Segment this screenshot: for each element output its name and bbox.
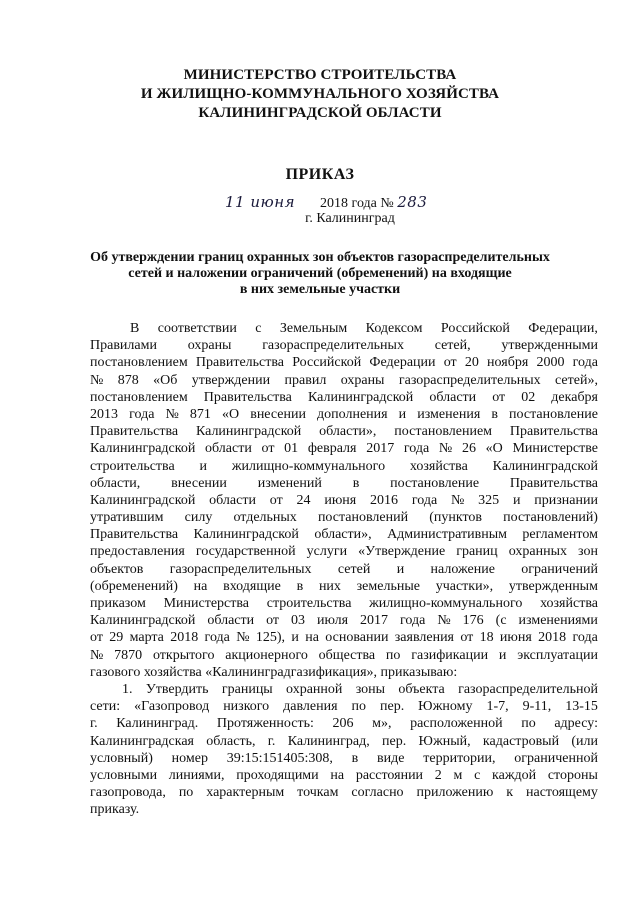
body-line: области, внесении изменений в постановление Правительства — [90, 475, 598, 491]
body-line: газопровода, по характерным точкам согласно приложению к настоящему — [90, 785, 598, 801]
body-line: сети: «Газопровод низкого давления по пер. Южному 1-7, 9-11, 13-15 — [90, 699, 598, 715]
body-line: приказом Министерства строительства жилищно-коммунального хозяйства — [90, 596, 598, 611]
doc-type-heading: ПРИКАЗ — [285, 166, 355, 183]
body-line: постановлением Правительства Калининградской области от 02 декабря — [90, 389, 598, 405]
body-line: Калининградской области от 01 февраля 2017 года № 26 «О Министерстве — [90, 441, 598, 457]
ministry-line-2: И ЖИЛИЩНО-КОММУНАЛЬНОГО ХОЗЯЙСТВА — [140, 86, 500, 102]
body-line: Правительства Калининградской области», постановлением Правительства — [90, 424, 598, 440]
body-line: газового хозяйства «Калининградгазификация», приказываю: — [90, 664, 458, 680]
body-line: г. Калининград. Протяженность: 206 м», расположенной по адресу: — [90, 716, 598, 732]
ministry-line-1: МИНИСТЕРСТВО СТРОИТЕЛЬСТВА — [183, 67, 457, 83]
title-line: сетей и наложении ограничений (обременений) на входящие — [128, 266, 512, 281]
body-line: (обременений) на входящие в них земельные участки», утвержденным — [90, 578, 598, 594]
body-line: Калининградской области от 03 июля 2017 года № 176 (с изменениями — [90, 613, 598, 629]
ministry-header — [0, 66, 640, 123]
body-line: № 7870 открытого акционерного общества по газификации и эксплуатации — [90, 647, 598, 663]
date-year-label: 2018 года № — [320, 196, 394, 211]
body-line: Правительства Калининградской области», Административным регламентом — [90, 527, 598, 543]
body-line: строительства и жилищно-коммунального хозяйства Калининградской — [90, 458, 598, 474]
order-body — [90, 320, 598, 818]
body-line: 2013 года № 871 «О внесении дополнения и изменения в постановление — [90, 406, 598, 422]
body-line: постановлением Правительства Российской Федерации от 20 ноября 2000 года — [90, 355, 598, 371]
body-line: от 29 марта 2018 года № 125), и на основании заявления от 18 июня 2018 года — [90, 630, 598, 646]
body-line: утратившим силу отдельных постановлений (пунктов постановлений) — [90, 510, 598, 526]
handwritten-date: 11 июня — [225, 193, 296, 211]
body-line: Правилами охраны газораспределительных сетей, утвержденными — [90, 338, 598, 354]
body-line: Калининградская область, г. Калининград, пер. Южный, кадастровый (или — [90, 733, 598, 749]
handwritten-number: 283 — [397, 193, 428, 211]
date-number-line — [225, 193, 427, 212]
body-line: 1. Утвердить границы охранной зоны объекта газораспределительной — [122, 681, 598, 697]
city-line: г. Калининград — [305, 211, 395, 226]
title-line: в них земельные участки — [239, 282, 401, 297]
ministry-line-3: КАЛИНИНГРАДСКОЙ ОБЛАСТИ — [198, 105, 442, 121]
body-line: условный) номер 39:15:151405:308, в виде территории, ограниченной — [90, 750, 598, 766]
body-line: Калининградской области от 24 июня 2016 года № 325 и признании — [90, 492, 598, 508]
title-line: Об утверждении границ охранных зон объектов газораспределительных — [90, 250, 550, 265]
body-line: объектов газораспределительных сетей и наложение ограничений — [90, 561, 598, 577]
order-title — [80, 250, 560, 298]
body-line: В соответствии с Земельным Кодексом Российской Федерации, — [130, 321, 598, 336]
body-line: № 878 «Об утверждении правил охраны газораспределительных сетей», — [90, 372, 598, 388]
body-line: приказу. — [90, 802, 140, 818]
body-line: условными линиями, проходящими на расстоянии 2 м с каждой стороны — [90, 767, 598, 783]
body-line: предоставления государственной услуги «Утверждение границ охранных зон — [90, 544, 598, 560]
